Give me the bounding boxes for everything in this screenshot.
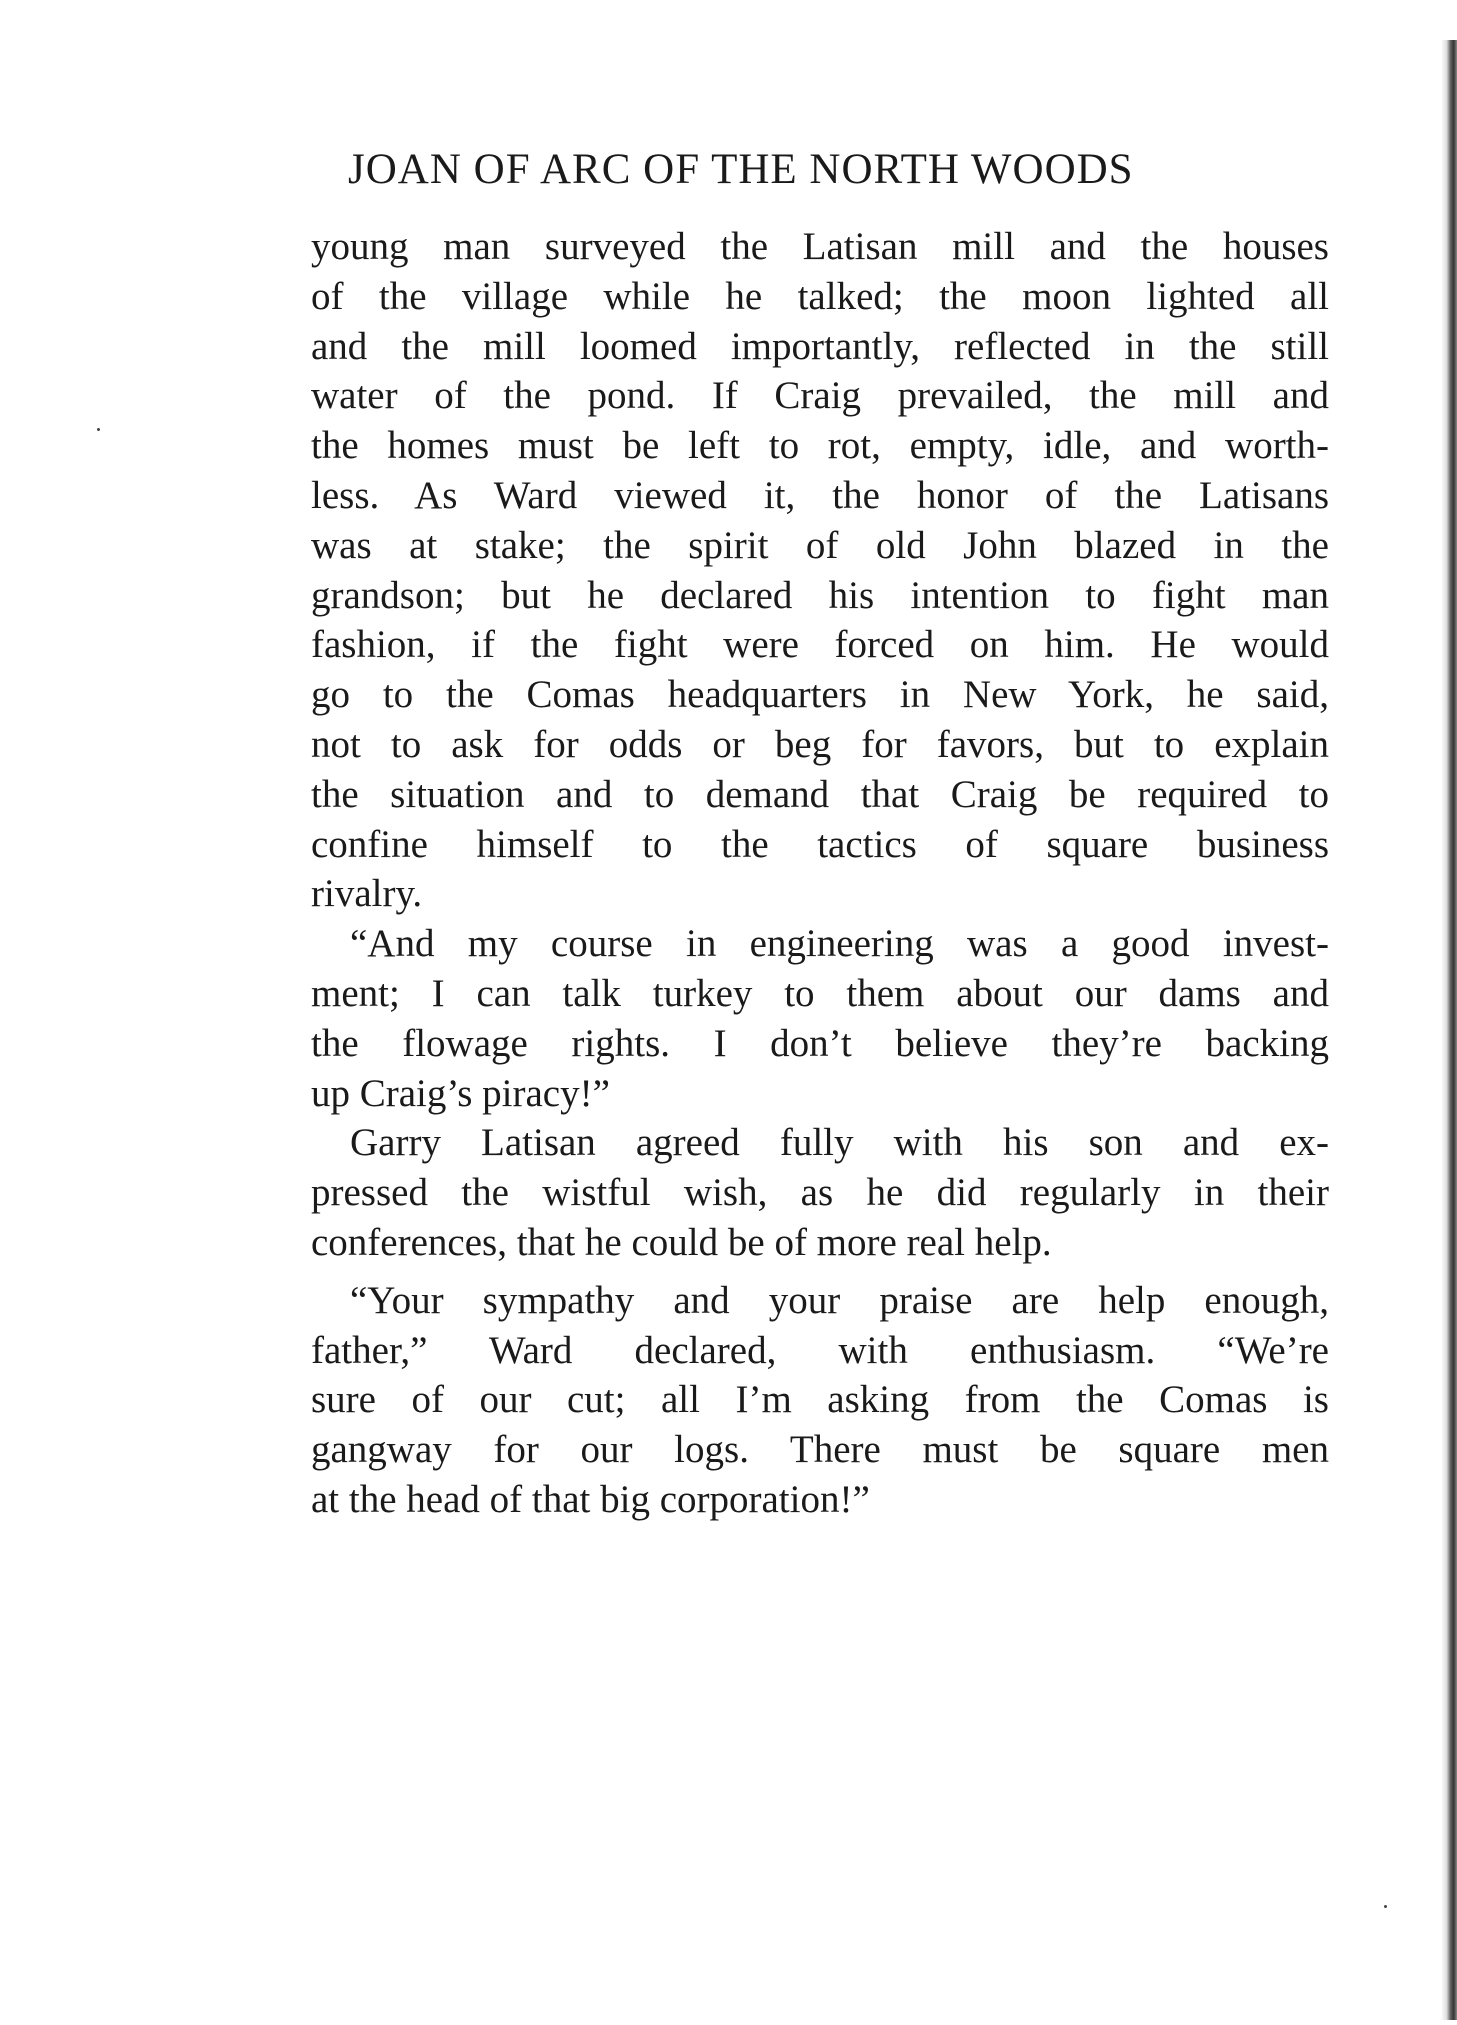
running-header: JOAN OF ARC OF THE NORTH WOODS [348,146,1134,193]
text-line: fashion, if the fight were forced on him. He would [311,623,1329,667]
text-line: the situation and to demand that Craig be required to [311,772,1329,816]
paragraph-gap [311,1268,1329,1276]
text-line: the flowage rights. I don’t believe they’re backing [311,1021,1329,1065]
text-line: was at stake; the spirit of old John blazed in the [311,523,1329,567]
scan-speck [97,428,100,431]
text-line: conferences, that he could be of more real help. [311,1220,1052,1264]
text-line: confine himself to the tactics of square business [311,822,1329,866]
text-line: sure of our cut; all I’m asking from the Comas is [311,1378,1329,1422]
text-line: gangway for our logs. There must be square men [311,1428,1329,1472]
text-line: go to the Comas headquarters in New York, he said, [311,673,1329,717]
text-line: less. As Ward viewed it, the honor of the Latisans [311,473,1329,517]
page-edge-shadow [1441,40,1457,2020]
text-line: ment; I can talk turkey to them about our dams and [311,971,1329,1015]
text-line: “Your sympathy and your praise are help enough, [350,1278,1329,1322]
text-line: the homes must be left to rot, empty, idle, and worth- [311,424,1329,468]
text-line: pressed the wistful wish, as he did regularly in their [311,1171,1329,1215]
text-line: water of the pond. If Craig prevailed, the mill and [311,374,1329,418]
text-line: father,” Ward declared, with enthusiasm. “We’re [311,1328,1329,1372]
text-line: at the head of that big corporation!” [311,1477,870,1521]
paragraph [311,1276,1329,1525]
paragraph [311,1118,1329,1267]
text-line: Garry Latisan agreed fully with his son and ex- [350,1121,1329,1165]
text-line: young man surveyed the Latisan mill and the houses [311,225,1329,268]
text-line: and the mill loomed importantly, reflected in the still [311,324,1329,368]
paragraph [311,222,1329,919]
text-line: grandson; but he declared his intention to fight man [311,573,1329,617]
scan-speck [1384,1905,1387,1908]
text-line: of the village while he talked; the moon lighted all [311,274,1329,318]
text-line: “And my course in engineering was a good invest- [350,922,1329,966]
body-text [311,222,1329,1525]
text-line: rivalry. [311,872,423,916]
text-line: not to ask for odds or beg for favors, but to explain [311,722,1329,766]
paragraph [311,919,1329,1118]
text-line: up Craig’s piracy!” [311,1071,610,1115]
